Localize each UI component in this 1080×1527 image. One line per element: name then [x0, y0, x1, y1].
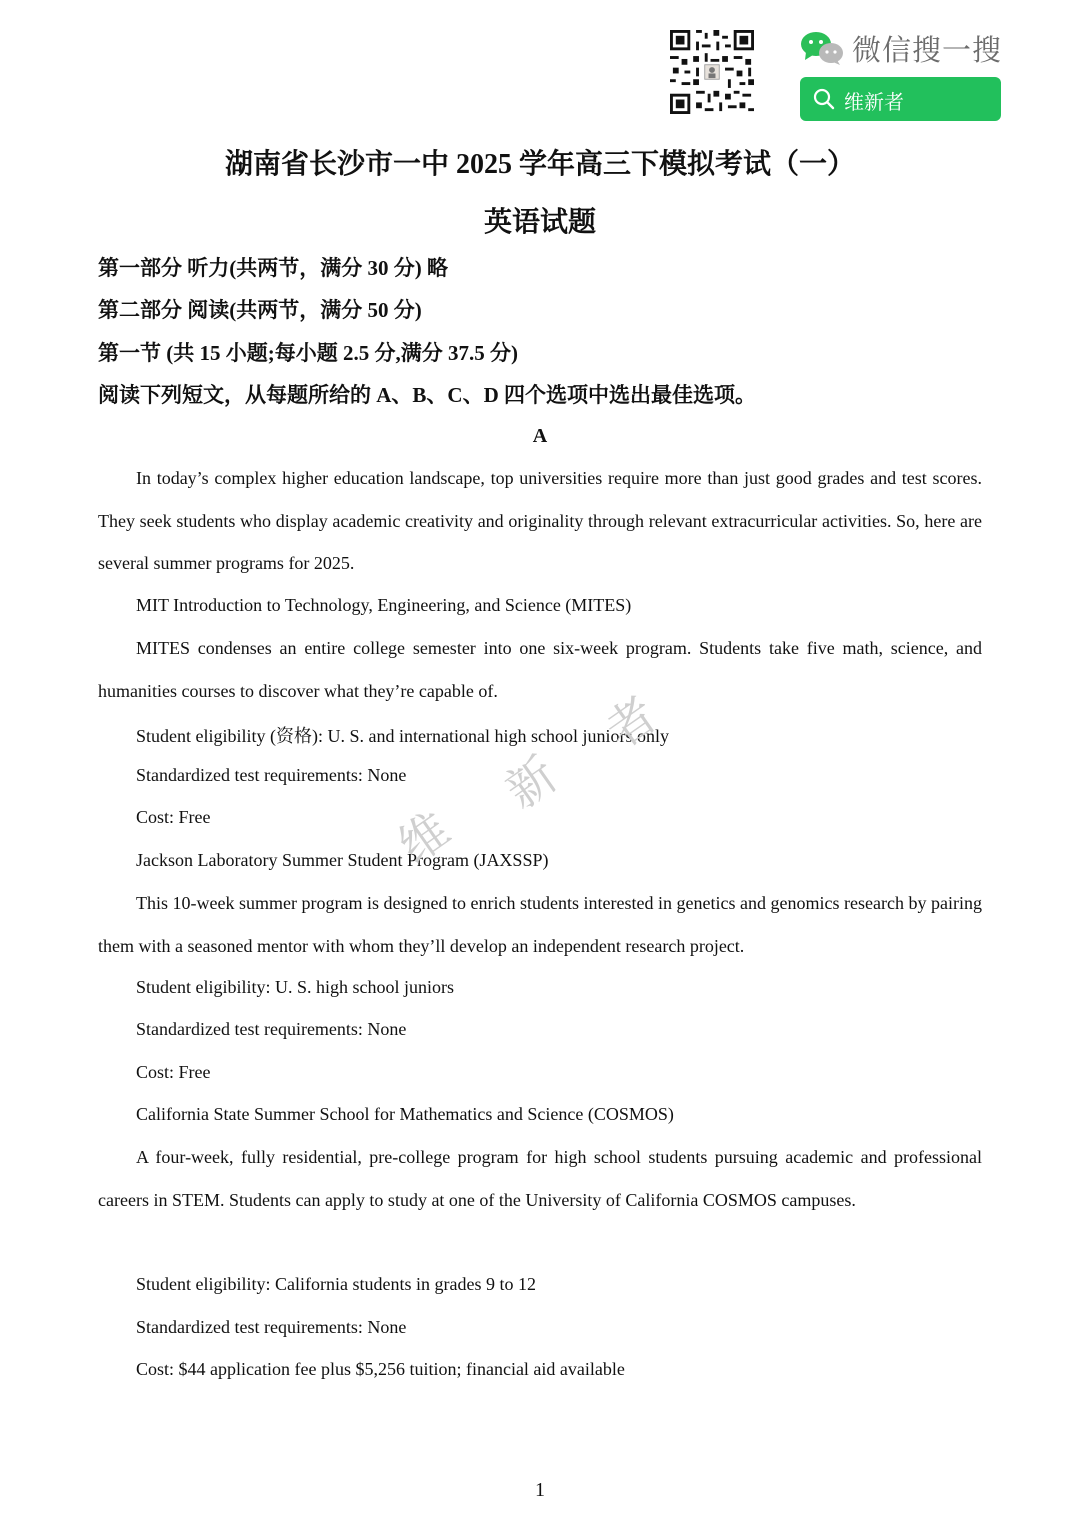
part-two-heading: 第二部分 阅读(共两节，满分 50 分)	[98, 298, 422, 322]
part-one-heading: 第一部分 听力(共两节，满分 30 分) 略	[98, 256, 448, 280]
program-cost: Cost: Free	[136, 807, 211, 827]
watermark-char: 新	[495, 746, 568, 820]
page-number: 1	[535, 1479, 545, 1501]
program-cost: Cost: Free	[136, 1062, 211, 1082]
program-test-requirements: Standardized test requirements: None	[136, 1019, 407, 1039]
program-name: California State Summer School for Mathematics and Science (COSMOS)	[136, 1104, 674, 1124]
program-description: MITES condenses an entire college semester into one six-week program. Students take five math, science, and humanities courses to discover what they’re capable of.	[98, 638, 982, 701]
search-icon	[812, 87, 836, 111]
qr-code-icon	[669, 30, 755, 114]
directions: 阅读下列短文，从每题所给的 A、B、C、D 四个选项中选出最佳选项。	[98, 383, 757, 407]
program-name: Jackson Laboratory Summer Student Program (JAXSSP)	[136, 850, 549, 870]
exam-title: 湖南省长沙市一中 2025 学年高三下模拟考试（一）	[224, 149, 855, 180]
program-test-requirements: Standardized test requirements: None	[136, 765, 407, 785]
search-button[interactable]	[800, 77, 1001, 121]
program-cost: Cost: $44 application fee plus $5,256 tuition; financial aid available	[136, 1359, 625, 1379]
program-test-requirements: Standardized test requirements: None	[136, 1317, 407, 1337]
watermark-char: 维	[388, 801, 461, 875]
wechat-icon	[800, 30, 844, 66]
program-eligibility: Student eligibility: California students in grades 9 to 12	[136, 1274, 536, 1294]
section-one-heading: 第一节 (共 15 小题;每小题 2.5 分,满分 37.5 分)	[98, 341, 518, 365]
intro-paragraph: In today’s complex higher education landscape, top universities require more than just good grades and test scores. They seek students who display academic creativity and originality through relevant extracurricular activities. So, here are several summer programs for 2025.	[98, 468, 982, 573]
program-description: A four-week, fully residential, pre-college program for high school students pursuing academic and professional careers in STEM. Students can apply to study at one of the University of California COSMOS campuses.	[98, 1147, 982, 1210]
exam-subtitle: 英语试题	[483, 207, 596, 238]
program-name: MIT Introduction to Technology, Engineering, and Science (MITES)	[136, 595, 632, 615]
search-button-label: 维新者	[844, 90, 904, 114]
program-eligibility: Student eligibility: U. S. high school juniors	[136, 977, 455, 997]
program-description: This 10-week summer program is designed to enrich students interested in genetics and genomics research by pairing them with a seasoned mentor with whom they’ll develop an independent research project.	[98, 893, 982, 956]
passage-label: A	[532, 425, 548, 447]
program-eligibility: Student eligibility (资格): U. S. and international high school juniors only	[136, 726, 669, 746]
wechat-search-label: 微信搜一搜	[852, 33, 1003, 67]
watermark-char: 者	[595, 686, 668, 760]
